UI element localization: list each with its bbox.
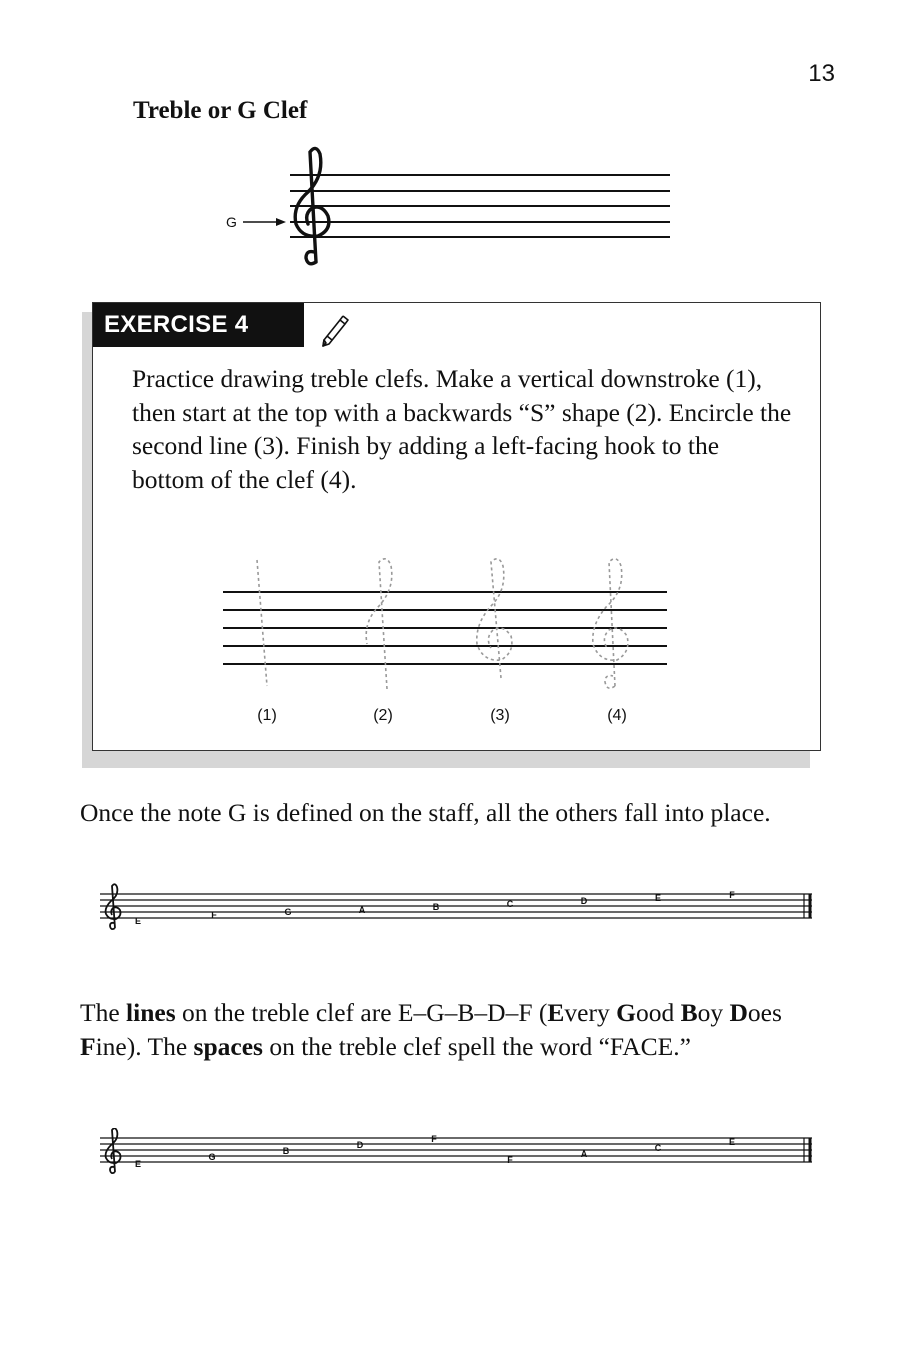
scale-note-label: G [284,907,292,917]
step-label-1: (1) [257,707,277,724]
staff-note-label: E [134,1159,142,1169]
section-heading-treble-clef: Treble or G Clef [133,97,308,124]
scale-note-label: E [654,893,662,903]
staff-note-label: F [431,1134,437,1144]
clef-step-2 [366,559,392,689]
clef-step-4 [593,559,628,688]
clef-step-1 [257,560,267,686]
page-number: 13 [808,60,835,87]
scale-staff [90,880,820,940]
treble-clef-icon [106,1128,121,1173]
g-marker-label: G [226,214,237,230]
staff-note-label: C [654,1143,662,1153]
scale-note-label: A [358,905,366,915]
scale-note-label: E [134,916,142,926]
arrow-right-icon [243,218,286,226]
staff-note-label: E [728,1137,736,1147]
pencil-icon [318,312,352,348]
scale-note-label: B [432,902,440,912]
staff-note-label: G [208,1152,216,1162]
scale-note-label: D [580,896,588,906]
scale-note-label: C [506,899,514,909]
step-label-3: (3) [490,707,510,724]
lines-spaces-staff [90,1128,820,1188]
treble-clef-icon [106,884,121,929]
staff-note-label: D [356,1140,364,1150]
step-label-2: (2) [373,707,393,724]
scale-note-label: F [729,890,735,900]
staff-note-label: A [580,1149,588,1159]
exercise-badge: EXERCISE 4 [93,303,304,347]
staff-note-label: B [282,1146,290,1156]
clef-step-3 [477,559,512,678]
exercise-staff [215,552,675,737]
exercise-instructions: Practice drawing treble clefs. Make a vertical downstroke (1), then start at the top with a backwards “S” shape (2). Encircle the second line (3). Finish by adding a left-facing hook to the bottom of the clef (4). [132,364,792,494]
step-label-4: (4) [607,707,627,724]
staff-note-label: F [507,1155,513,1165]
paragraph-lines-spaces: The lines on the treble clef are E–G–B–D–F (Every Good Boy Does Fine). The spaces on the treble clef spell the word “FACE.” [80,998,782,1061]
treble-clef-diagram [200,140,690,275]
paragraph-note-g: Once the note G is defined on the staff, all the others fall into place. [80,798,771,827]
scale-note-label: F [211,910,217,920]
